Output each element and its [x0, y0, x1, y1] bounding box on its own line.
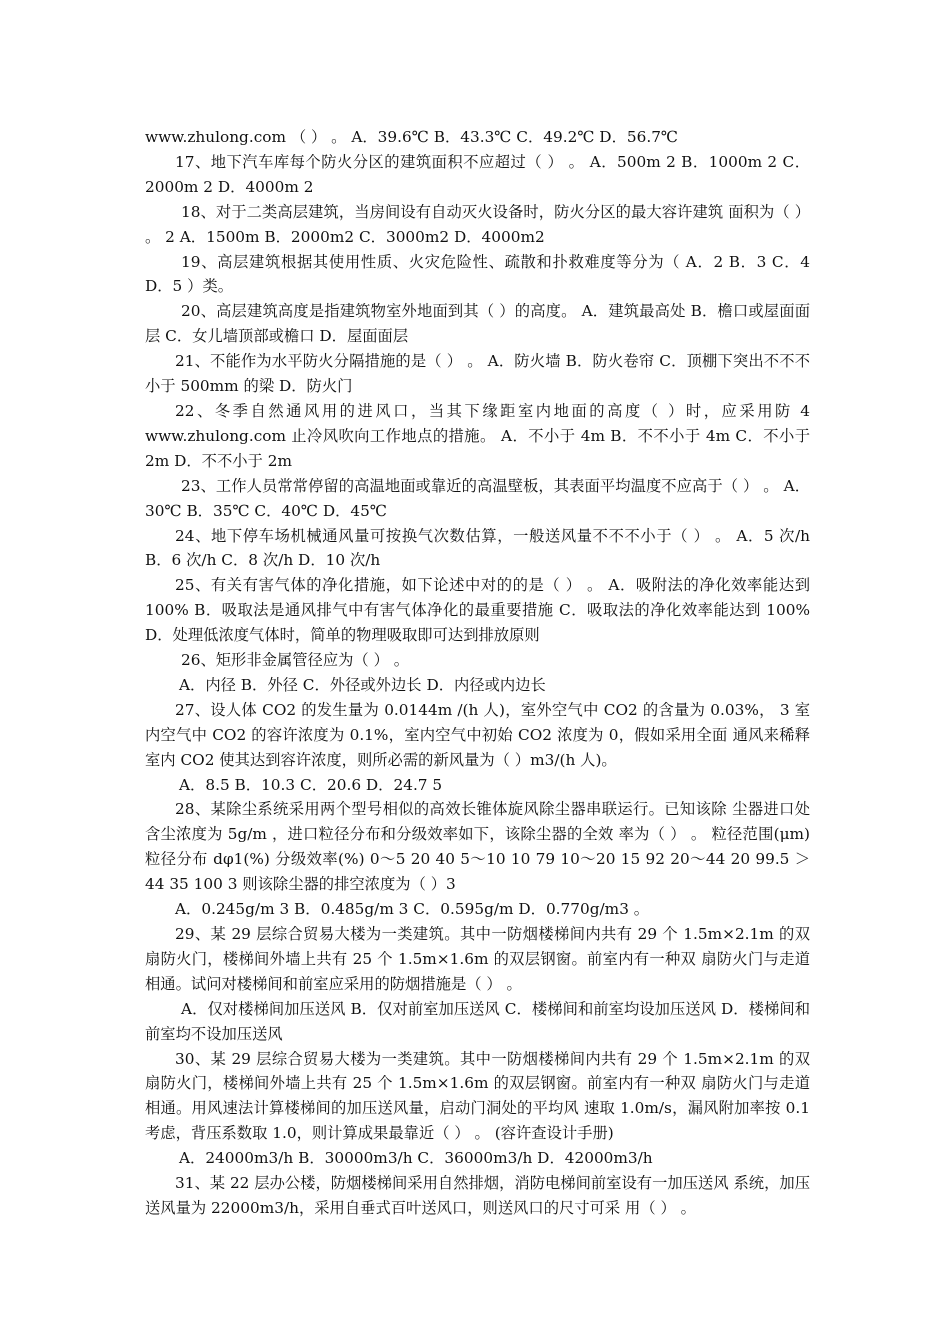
question-29-options: A．仅对楼梯间加压送风 B．仅对前室加压送风 C．楼梯间和前室均设加压送风 D．楼梯间和前室均不设加压送风	[145, 999, 810, 1043]
question-21: 21、不能作为水平防火分隔措施的是（ ） 。 A．防火墙 B．防火卷帘 C．顶棚下突出不不不小于 500mm 的梁 D．防火门	[145, 352, 810, 396]
question-18: 18、对于二类高层建筑，当房间设有自动灭火设备时，防火分区的最大容许建筑 面积为（ ） 。 2 A．1500m B．2000m2 C．3000m2 D．4000m2	[145, 202, 810, 246]
question-25: 25、有关有害气体的净化措施，如下论述中对的的是（ ） 。 A．吸附法的净化效率能达到 100% B．吸取法是通风排气中有害气体净化的最重要措施 C．吸取法的净化效率能达到 100% D．处理低浓度气体时，简单的物理吸取即可达到排放原则	[145, 576, 810, 645]
question-27: 27、设人体 CO2 的发生量为 0.0144m /(h 人)，室外空气中 CO2 的含量为 0.03%， 3 室内空气中 CO2 的容许浓度为 0.1%，室内空气中初始 CO2 浓度为 0，假如采用全面 通风来稀释室内 CO2 使其达到容许浓度，则所必需的新风量为（ ）m3/(h 人)。	[145, 700, 810, 769]
question-26: 26、矩形非金属管径应为（ ） 。	[181, 651, 410, 670]
question-27-options: A．8.5 B．10.3 C．20.6 D．24.7 5	[179, 775, 443, 794]
question-30: 30、某 29 层综合贸易大楼为一类建筑。其中一防烟楼梯间内共有 29 个 1.5m×2.1m 的双扇防火门，楼梯间外墙上共有 25 个 1.5m×1.6m 的双层钢窗。前室内有一种双 扇防火门与走道相通。用风速法计算楼梯间的加压送风量，启动门洞处的平均风 速取 1.0m/s，漏风附加率按 0.1 考虑，背压系数取 1.0，则计算成果最靠近（ ） 。 (容许查设计手册)	[145, 1049, 810, 1143]
question-24: 24、地下停车场机械通风量可按换气次数估算，一般送风量不不不小于（ ） 。 A．5 次/h B．6 次/h C．8 次/h D．10 次/h	[145, 526, 810, 570]
question-20: 20、高层建筑高度是指建筑物室外地面到其（ ）的高度。 A．建筑最高处 B．檐口或屋面面层 C．女儿墙顶部或檐口 D．屋面面层	[145, 302, 810, 346]
document-body	[145, 125, 810, 1221]
question-26-options: A．内径 B．外径 C．外径或外边长 D．内径或内边长	[179, 675, 546, 694]
question-19: 19、高层建筑根据其使用性质、火灾危险性、疏散和扑救难度等分为（ A．2 B．3 C．4 D．5 ）类。	[145, 252, 810, 296]
question-fragment-16-options: www.zhulong.com （ ） 。 A．39.6℃ B．43.3℃ C．49.2℃ D．56.7℃	[145, 128, 679, 146]
question-29: 29、某 29 层综合贸易大楼为一类建筑。其中一防烟楼梯间内共有 29 个 1.5m×2.1m 的双扇防火门，楼梯间外墙上共有 25 个 1.5m×1.6m 的双层钢窗。前室内有一种双 扇防火门与走道相通。试问对楼梯间和前室应采用的防烟措施是（ ） 。	[145, 925, 810, 993]
question-31: 31、某 22 层办公楼，防烟楼梯间采用自然排烟，消防电梯间前室设有一加压送风 系统，加压送风量为 22000m3/h，采用自垂式百叶送风口，则送风口的尺寸可采 用（ ） 。	[145, 1174, 810, 1217]
question-23: 23、工作人员常常停留的高温地面或靠近的高温壁板，其表面平均温度不应高于（ ） 。 A．30℃ B．35℃ C．40℃ D．45℃	[145, 476, 810, 520]
question-17: 17、地下汽车库每个防火分区的建筑面积不应超过（ ） 。 A．500m 2 B．1000m 2 C．2000m 2 D．4000m 2	[145, 152, 810, 196]
question-28-options: A．0.245g/m 3 B．0.485g/m 3 C．0.595g/m D．0.770g/m3 。	[175, 900, 650, 919]
question-22: 22、冬季自然通风用的进风口，当其下缘距室内地面的高度（ ）时，应采用防 4 www.zhulong.com 止冷风吹向工作地点的措施。 A．不小于 4m B．不不小于 4m C．不小于 2m D．不不小于 2m	[145, 401, 810, 470]
question-30-options: A．24000m3/h B．30000m3/h C．36000m3/h D．42000m3/h	[179, 1149, 653, 1168]
question-28: 28、某除尘系统采用两个型号相似的高效长锥体旋风除尘器串联运行。已知该除 尘器进口处含尘浓度为 5g/m ，进口粒径分布和分级效率如下，该除尘器的全效 率为（ ） 。 粒径范围(μm) 粒径分布 dφ1(%) 分级效率(%) 0～5 20 40 5～10 10 79 10～20 15 92 20～44 20 99.5 ＞44 35 100 3 则该除尘器的排空浓度为（ ）3	[145, 800, 810, 894]
